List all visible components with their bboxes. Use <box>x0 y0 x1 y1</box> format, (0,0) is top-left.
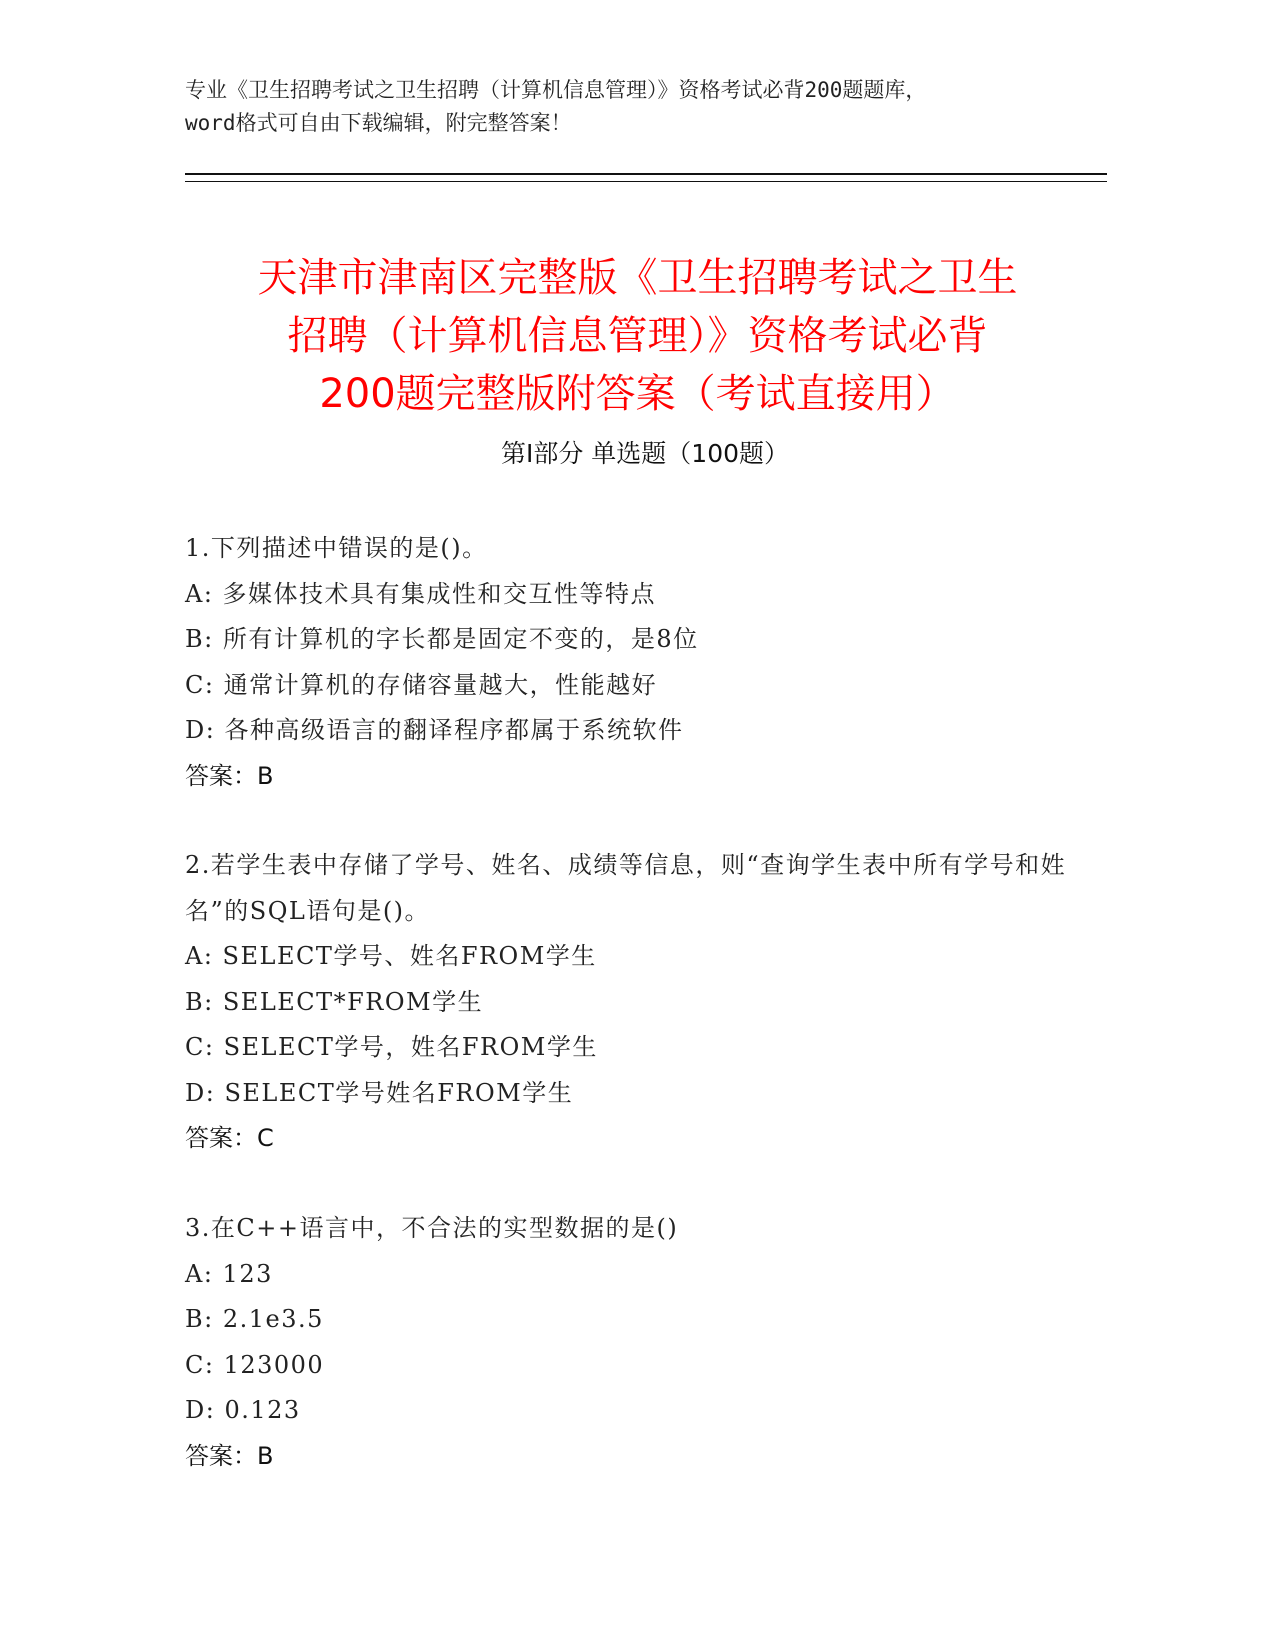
option-a: A: 多媒体技术具有集成性和交互性等特点 <box>185 579 657 608</box>
question-stem: 3.在C++语言中，不合法的实型数据的是() <box>185 1214 679 1242</box>
header-note-line-1: 专业《卫生招聘考试之卫生招聘（计算机信息管理）》资格考试必背200题题库， <box>185 78 927 102</box>
header-divider-thin <box>185 181 1107 182</box>
header-note <box>185 74 1105 140</box>
question-2 <box>185 843 1105 1162</box>
section-heading: 第Ⅰ部分 单选题（100题） <box>500 439 790 468</box>
option-c: C: 123000 <box>185 1350 325 1379</box>
option-d: D: SELECT学号姓名FROM学生 <box>185 1078 574 1107</box>
document-title-line-2: 招聘（计算机信息管理）》资格考试必背 <box>287 312 988 359</box>
option-d: D: 各种高级语言的翻译程序都属于系统软件 <box>185 716 684 744</box>
question-3 <box>185 1206 1105 1479</box>
answer: 答案：B <box>185 1441 274 1470</box>
question-stem: 1.下列描述中错误的是()。 <box>185 534 488 562</box>
option-a: A: 123 <box>185 1259 273 1288</box>
option-a: A: SELECT学号、姓名FROM学生 <box>185 942 597 970</box>
header-note-line-2: word格式可自由下载编辑，附完整答案！ <box>185 111 572 135</box>
header-divider-thick <box>185 173 1107 175</box>
answer: 答案：C <box>185 1124 274 1152</box>
option-d: D: 0.123 <box>185 1396 301 1424</box>
question-stem: 2.若学生表中存储了学号、姓名、成绩等信息，则“查询学生表中所有学号和姓名”的SQL语句是()。 <box>185 851 1067 925</box>
question-1 <box>185 526 1105 799</box>
document-title-line-3: 200题完整版附答案（考试直接用） <box>319 370 956 417</box>
option-c: C: 通常计算机的存储容量越大，性能越好 <box>185 670 658 699</box>
option-b: B: 2.1e3.5 <box>185 1305 324 1333</box>
option-b: B: 所有计算机的字长都是固定不变的，是8位 <box>185 625 699 653</box>
option-b: B: SELECT*FROM学生 <box>185 987 484 1016</box>
answer: 答案：B <box>185 761 274 790</box>
option-c: C: SELECT学号，姓名FROM学生 <box>185 1033 598 1061</box>
document-title-line-1: 天津市津南区完整版《卫生招聘考试之卫生 <box>257 254 1018 301</box>
document-title <box>170 249 1105 423</box>
